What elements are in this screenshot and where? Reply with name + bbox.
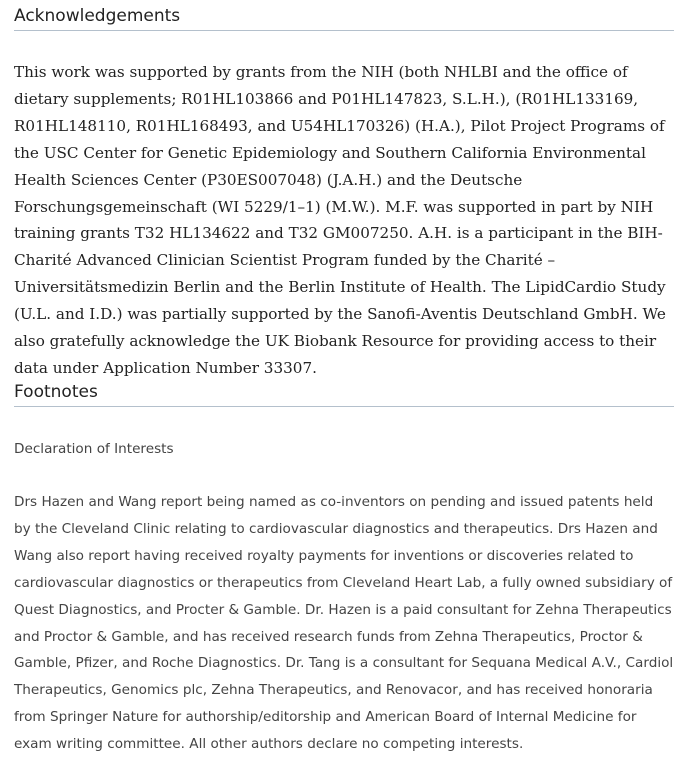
acknowledgements-heading: Acknowledgements [14, 5, 674, 31]
acknowledgements-text: This work was supported by grants from the NIH (both NHLBI and the office of dietary supplements; R01HL103866 and P01HL147823, S.L.H.), (R01HL133169, R01HL148110, R01HL168493, and U54HL170326) (H.A.), Pilot Project Programs of the USC Center for Genetic Epidemiology and Southern California Environmental Health Sciences Center (P30ES007048) (J.A.H.) and the Deutsche Forschungsgemeinschaft (WI 5229/1–1) (M.W.). M.F. was supported in part by NIH training grants T32 HL134622 and T32 GM007250. A.H. is a participant in the BIH-Charité Advanced Clinician Scientist Program funded by the Charité – Universitätsmedizin Berlin and the Berlin Institute of Health. The LipidCardio Study (U.L. and I.D.) was partially supported by the Sanofi-Aventis Deutschland GmbH. We also gratefully acknowledge the UK Biobank Resource for providing access to their data under Application Number 33307. [14, 63, 666, 377]
declaration-subheading: Declaration of Interests [14, 441, 174, 457]
footnotes-body-wrap [14, 489, 674, 758]
declaration-subheading-wrap [14, 439, 674, 459]
footnotes-section [14, 381, 674, 407]
acknowledgements-body-wrap [14, 59, 674, 382]
acknowledgements-section [14, 5, 674, 31]
footnotes-heading: Footnotes [14, 381, 674, 407]
declaration-text: Drs Hazen and Wang report being named as co-inventors on pending and issued patents held by the Cleveland Clinic relating to cardiovascular diagnostics and therapeutics. Drs Hazen and Wang also report having received royalty payments for inventions or discoveries related to cardiovascular diagnostics or therapeutics from Cleveland Heart Lab, a fully owned subsidiary of Quest Diagnostics, and Procter & Gamble. Dr. Hazen is a paid consultant for Zehna Therapeutics and Proctor & Gamble, and has received research funds from Zehna Therapeutics, Proctor & Gamble, Pfizer, and Roche Diagnostics. Dr. Tang is a consultant for Sequana Medical A.V., Cardiol Therapeutics, Genomics plc, Zehna Therapeutics, and Renovacor, and has received honoraria from Springer Nature for authorship/editorship and American Board of Internal Medicine for exam writing committee. All other authors declare no competing interests. [14, 494, 674, 753]
